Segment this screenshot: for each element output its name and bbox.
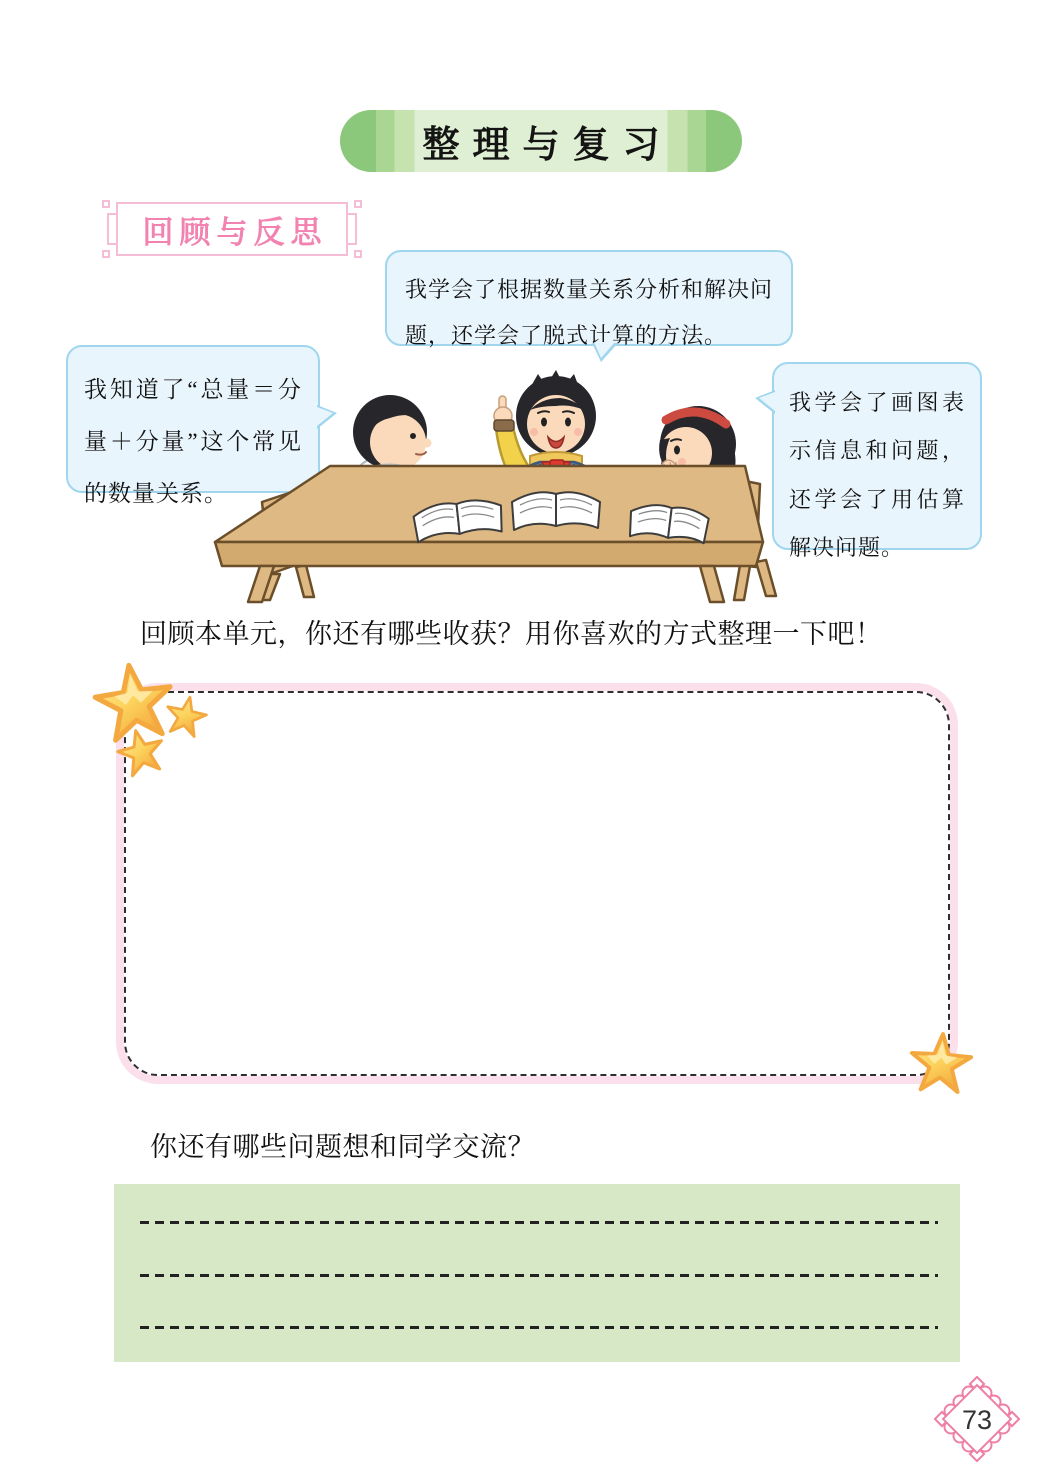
speech-text: 我学会了根据数量关系分析和解决问题，还学会了脱式计算的方法。 xyxy=(405,277,774,349)
speech-text: 我学会了画图表示信息和问题，还学会了用估算解决问题。 xyxy=(789,390,965,561)
students-at-desk-illustration xyxy=(200,352,800,604)
page-title: 整理与复习 xyxy=(422,124,673,165)
speech-bubble-middle-student xyxy=(385,250,793,349)
frame-corner-square xyxy=(354,200,362,208)
frame-corner-square xyxy=(102,250,110,258)
writing-line xyxy=(140,1326,938,1329)
frame-corner-square xyxy=(354,250,362,258)
star-icon xyxy=(906,1028,976,1098)
speech-bubble-right-student xyxy=(772,362,982,561)
frame-ornament-right xyxy=(346,213,357,245)
page-number-ornament xyxy=(934,1376,1020,1462)
frame-corner-square xyxy=(102,200,110,208)
section-label-frame xyxy=(116,202,348,256)
frame-ornament-left xyxy=(107,213,118,245)
review-prompt: 回顾本单元，你还有哪些收获？用你喜欢的方式整理一下吧！ xyxy=(140,619,883,649)
exchange-prompt: 你还有哪些问题想和同学交流？ xyxy=(150,1132,535,1162)
page-number: 73 xyxy=(961,1405,993,1435)
section-label: 回顾与反思 xyxy=(142,214,328,250)
chapter-title-banner xyxy=(340,110,742,172)
summary-writing-box xyxy=(124,691,950,1076)
writing-line xyxy=(140,1221,938,1224)
speech-text: 我知道了“总量＝分量＋分量”这个常见的数量关系。 xyxy=(84,377,302,506)
writing-line xyxy=(140,1274,938,1277)
answer-writing-box xyxy=(114,1184,960,1362)
star-icon xyxy=(160,690,212,742)
